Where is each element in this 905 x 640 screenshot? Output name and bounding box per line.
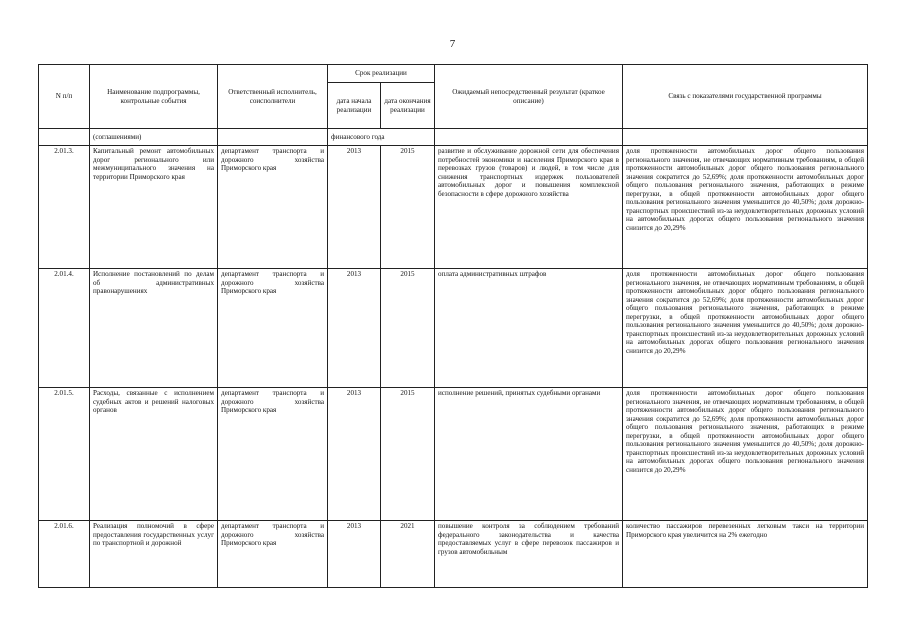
header-responsible: Ответственный исполнитель, соисполнители [218, 65, 328, 129]
row-responsible: департамент транспорта и дорожного хозяйства Приморского края [218, 388, 328, 521]
row-result: исполнение решений, принятых судебными органами [435, 388, 623, 521]
table-row [39, 269, 868, 388]
row-end: 2015 [381, 388, 435, 521]
header-result: Ожидаемый непосредственный результат (краткое описание) [435, 65, 623, 129]
row-start: 2013 [328, 269, 381, 388]
row-link: доля протяженности автомобильных дорог общего пользования регионального значения, не отвечающих нормативным требованиям, в общей протяженности автомобильных дорог общего пользования регионального значения сократится до 52,69%; доля протяженности автомобильных дорог общего пользования регионального значения, работающих в режиме перегрузки, в общей протяженности автомобильных дорог общего пользования регионального значения уменьшится до 40,50%; доля дорожно-транспортных происшествий из-за неудовлетворительных дорожных условий на автомобильных дорогах общего пользования регионального значения снизится до 20,29% [623, 388, 868, 521]
row-result: развитие и обслуживание дорожной сети для обеспечения потребностей экономики и населения Приморского края в перевозках грузов (товаров) и людей, в том числе для снижения транспортных издержек пользователей автомобильных дорог и повышения комплексной безопасности в сфере дорожного хозяйства [435, 146, 623, 269]
page-number: 7 [449, 38, 456, 50]
header-start-date: дата начала реализации [328, 83, 381, 129]
header-link: Связь с показателями государственной программы [623, 65, 868, 129]
row-link: доля протяженности автомобильных дорог общего пользования регионального значения, не отвечающих нормативным требованиям, в общей протяженности автомобильных дорог общего пользования регионального значения сократится до 52,69%; доля протяженности автомобильных дорог общего пользования регионального значения, работающих в режиме перегрузки, в общей протяженности автомобильных дорог общего пользования регионального значения уменьшится до 40,50%; доля дорожно-транспортных происшествий из-за неудовлетворительных дорожных условий на автомобильных дорогах общего пользования регионального значения снизится до 20,29% [623, 146, 868, 269]
row-start: 2013 [328, 146, 381, 269]
row-link: количество пассажиров перевезенных легковым такси на территории Приморского края увеличится на 2% ежегодно [623, 521, 868, 588]
row-name: Расходы, связанные с исполнением судебных актов и решений налоговых органов [90, 388, 218, 521]
continuation-term: финансового года [328, 129, 435, 146]
table-row [39, 388, 868, 521]
row-name: Исполнение постановлений по делам об административных правонарушениях [90, 269, 218, 388]
row-name: Реализация полномочий в сфере предоставления государственных услуг по транспортной и дорожной [90, 521, 218, 588]
row-name: Капитальный ремонт автомобильных дорог регионального или межмуниципального значения на территории Приморского края [90, 146, 218, 269]
row-number: 2.01.3. [39, 146, 90, 269]
table-row [39, 521, 868, 588]
row-responsible: департамент транспорта и дорожного хозяйства Приморского края [218, 521, 328, 588]
program-table [38, 64, 868, 588]
row-start: 2013 [328, 388, 381, 521]
header-term: Срок реализации [328, 65, 435, 83]
row-number: 2.01.6. [39, 521, 90, 588]
row-responsible: департамент транспорта и дорожного хозяйства Приморского края [218, 146, 328, 269]
header-name: Наименование подпрограммы, контрольные события [90, 65, 218, 129]
header-end-date: дата окончания реализации [381, 83, 435, 129]
row-start: 2013 [328, 521, 381, 588]
row-end: 2015 [381, 146, 435, 269]
row-link: доля протяженности автомобильных дорог общего пользования регионального значения, не отвечающих нормативным требованиям, в общей протяженности автомобильных дорог общего пользования регионального значения сократится до 52,69%; доля протяженности автомобильных дорог общего пользования регионального значения, работающих в режиме перегрузки, в общей протяженности автомобильных дорог общего пользования регионального значения уменьшится до 40,50%; доля дорожно-транспортных происшествий из-за неудовлетворительных дорожных условий на автомобильных дорогах общего пользования регионального значения снизится до 20,29% [623, 269, 868, 388]
table-row [39, 146, 868, 269]
continuation-name: (соглашениями) [90, 129, 218, 146]
row-end: 2021 [381, 521, 435, 588]
row-number: 2.01.5. [39, 388, 90, 521]
continuation-row [39, 129, 868, 146]
row-result: повышение контроля за соблюдением требований федерального законодательства и качества предоставляемых услуг в сфере перевозок пассажиров и грузов автомобильным [435, 521, 623, 588]
row-end: 2015 [381, 269, 435, 388]
row-number: 2.01.4. [39, 269, 90, 388]
header-num: N п/п [39, 65, 90, 129]
row-responsible: департамент транспорта и дорожного хозяйства Приморского края [218, 269, 328, 388]
row-result: оплата административных штрафов [435, 269, 623, 388]
